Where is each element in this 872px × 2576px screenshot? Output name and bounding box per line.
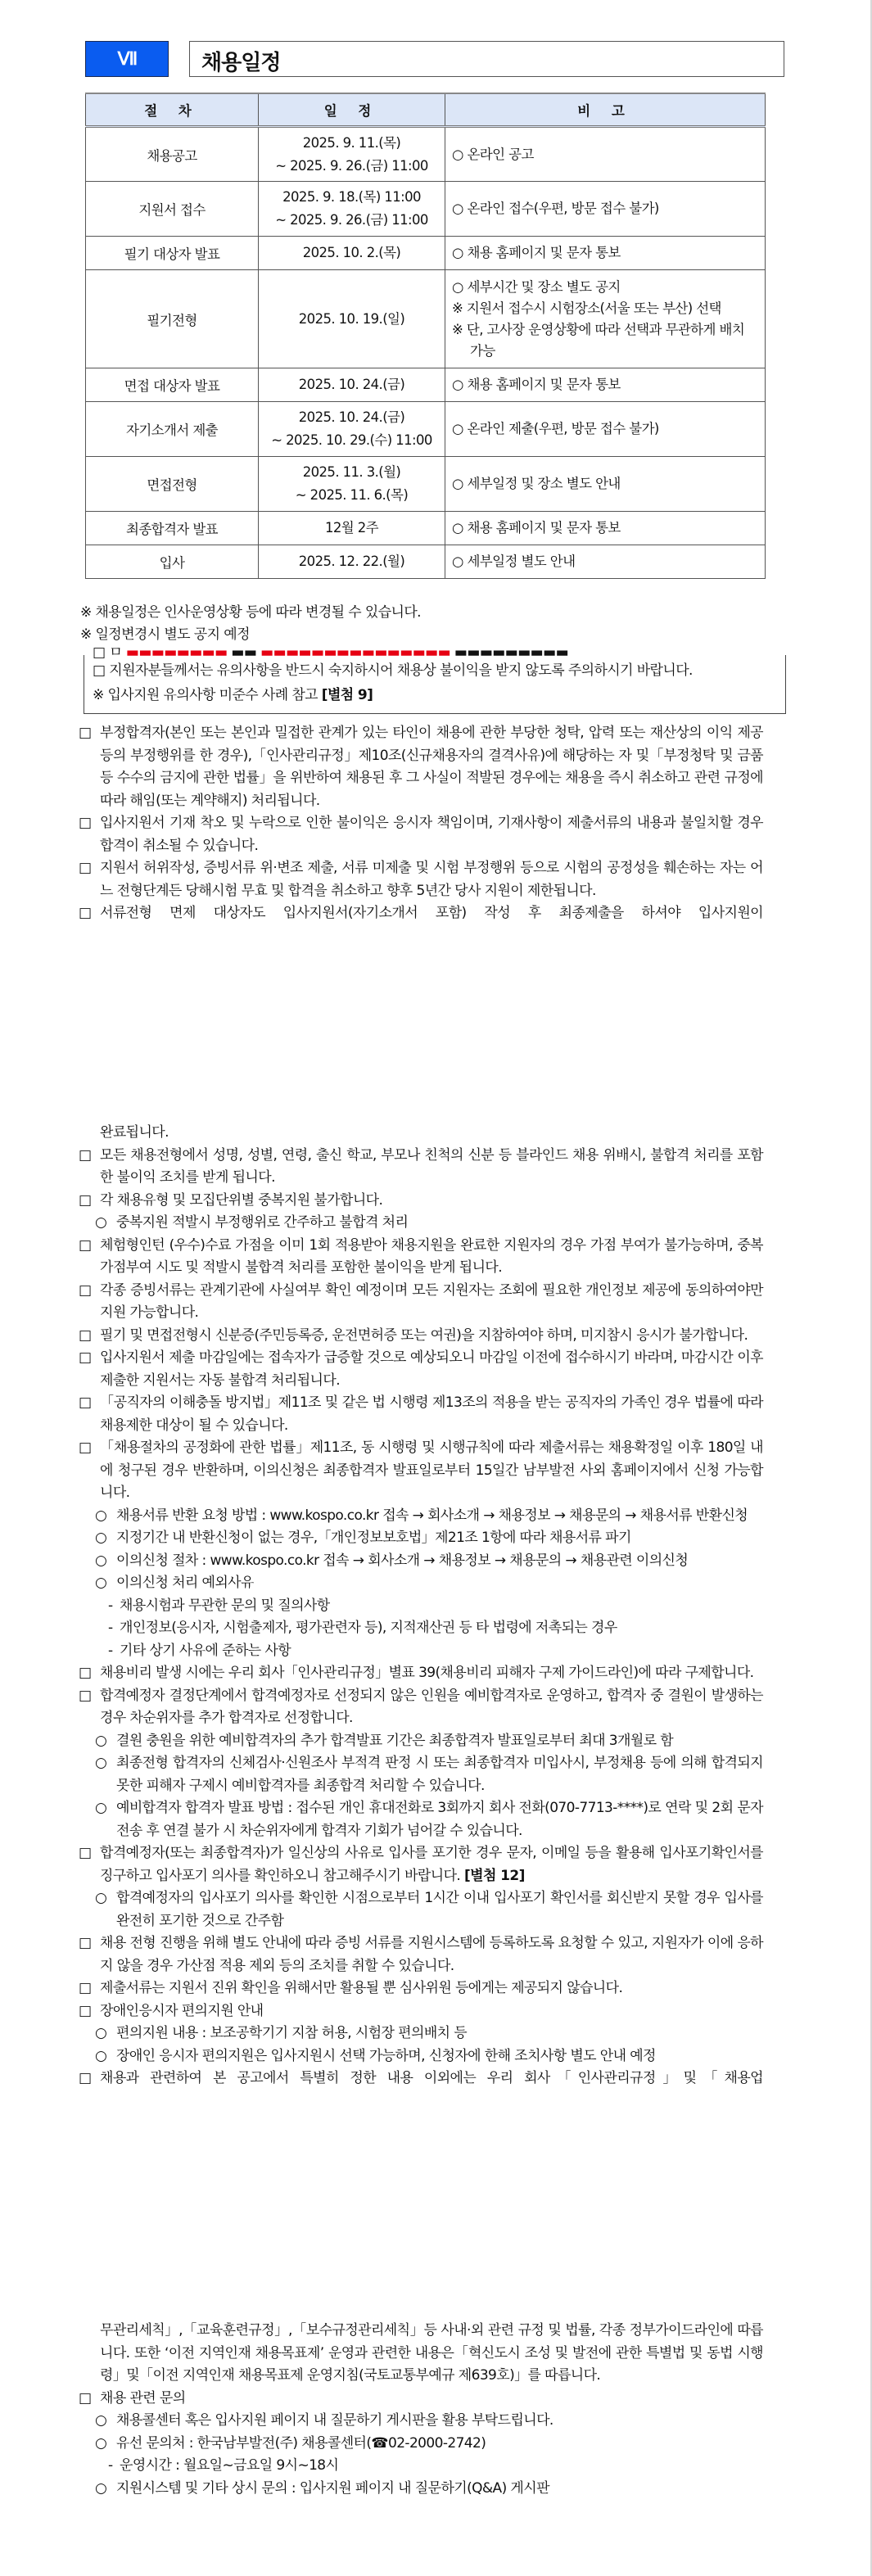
dash-bullet: - [108,1597,113,1614]
circle-bullet: ○ [95,2412,107,2429]
list-item-inquiry [79,2388,763,2411]
sub-item-text: 이의신청 처리 예외사유 [116,1575,254,1591]
section-number-badge: Ⅶ [85,41,169,77]
date-cell [259,127,445,182]
list-item [79,1685,763,1730]
sub-item-text: 지정기간 내 반환신청이 없는 경우,「개인정보보호법」제21조 1항에 따라 채용서류 파기 [116,1530,631,1546]
item-text: 각 채용유형 및 모집단위별 중복지원 불가합니다. [100,1191,383,1209]
item-text: 합격예정자 결정단계에서 합격예정자로 선정되지 않은 인원을 예비합격자로 운영하고, 합격자 중 결원이 발생하는 경우 차순위자를 추가 합격자로 선정합니다. [100,1687,763,1726]
sub-item [79,2433,763,2456]
list-item [79,1235,763,1280]
item-text: 모든 채용전형에서 성명, 성별, 연령, 출신 학교, 부모나 친척의 신분 등 블라인드 채용 위배시, 불합격 처리를 포함한 불이익 조치를 받게 됩니다. [100,1146,763,1186]
notice-caution-line: □ 지원자분들께서는 유의사항을 반드시 숙지하시어 채용상 불이익을 받지 않도록 주의하시기 바랍니다. [93,662,693,679]
table-row [86,368,766,402]
table-row [86,402,766,457]
note-line: ※ 단, 고사장 운영상황에 따라 선택과 무관하게 배치 가능 [452,321,745,359]
date-cell: 2025. 12. 22.(월) [259,545,445,579]
sub-item [79,1887,763,1932]
circle-bullet: ○ [95,2025,107,2041]
sub-item [79,1752,763,1797]
item-text: 「공직자의 이해충돌 방지법」제11조 및 같은 법 시행령 제13조의 적용을 받는 공직자의 가족인 경우 법률에 따라 채용제한 대상이 될 수 있습니다. [100,1394,763,1434]
item-text: 채용 관련 문의 [100,2389,186,2407]
step-cell: 필기전형 [86,270,259,368]
list-item [79,812,763,857]
sub-item [79,1797,763,1842]
sub-item [79,2022,763,2045]
sub-item [79,1527,763,1550]
list-item [79,1145,763,1190]
step-cell: 지원서 접수 [86,182,259,237]
column-header-step: 절 차 [86,93,259,127]
date-line: 2025. 10. 24.(금) [298,409,405,425]
guidelines-part-1 [79,722,763,925]
notes-cell: ○ 온라인 접수(우편, 방문 접수 불가) [445,182,766,237]
box-bullet: □ [79,1281,92,1299]
item-text: 서류전형 면제 대상자도 입사지원서(자기소개서 포함) 작성 후 최종제출을 하셔야 입사지원이 [100,905,763,921]
box-bullet: □ [79,1935,92,1951]
sub-item-text: 예비합격자 합격자 발표 방법 : 접수된 개인 휴대전화로 3회까지 회사 전화(070-7713-****)로 연락 및 2회 문자 전송 후 연결 불가 시 차순위자에게 합격자 기회가 넘어갈 수 있습니다. [116,1800,763,1839]
item-text: 입사지원서 제출 마감일에는 접속자가 급증할 것으로 예상되오니 마감일 이전에 접수하시기 바라며, 마감시간 이후 제출한 지원서는 자동 불합격 처리됩니다. [100,1349,763,1389]
attachment-reference: [별첨 12] [464,1867,525,1884]
dash-item [79,1595,763,1618]
item-text: 입사지원서 기재 착오 및 누락으로 인한 불이익은 응시자 책임이며, 기재사항이 제출서류의 내용과 불일치할 경우 합격이 취소될 수 있습니다. [100,815,763,854]
circle-bullet: ○ [95,1732,107,1749]
dash-bullet: - [108,2457,113,2474]
box-bullet: □ [79,1191,92,1209]
box-bullet: □ [79,905,92,921]
notice-reference-line [93,683,373,703]
sub-item-text: 중복지원 적발시 부정행위로 간주하고 불합격 처리 [116,1214,409,1231]
sub-item-text: 장애인 응시자 편의지원은 입사지원시 선택 가능하며, 신청자에 한해 조치사항 별도 안내 예정 [116,2047,656,2064]
sub-item-text: 지원시스템 및 기타 상시 문의 : 입사지원 페이지 내 질문하기(Q&A) 게시판 [116,2479,549,2497]
item-text: 「채용절차의 공정화에 관한 법률」제11조, 동 시행령 및 시행규칙에 따라 제출서류는 채용확정일 이후 180일 내에 청구된 경우 반환하며, 이의신청은 최종합격자 발표일로부터 15일간 남부발전 사외 홈페이지에서 신청 가능합니다. [100,1439,763,1501]
circle-bullet: ○ [95,2047,107,2064]
sub-item [79,1550,763,1573]
step-cell: 필기 대상자 발표 [86,237,259,270]
item-text: 각종 증빙서류는 관계기관에 사실여부 확인 예정이며 모든 지원자는 조회에 필요한 개인정보 제공에 동의하여야만 지원 가능합니다. [100,1281,763,1321]
item-text: 채용비리 발생 시에는 우리 회사「인사관리규정」별표 39(채용비리 피해자 구제 가이드라인)에 따라 구제합니다. [100,1665,754,1681]
circle-bullet: ○ [95,1800,107,1816]
list-item [79,1437,763,1505]
attachment-reference: [별첨 9] [321,687,373,703]
date-cell [259,402,445,457]
notes-cell: ○ 채용 홈페이지 및 문자 통보 [445,237,766,270]
sub-item [79,1212,763,1235]
circle-bullet: ○ [95,1530,107,1546]
item-text: 지원서 허위작성, 증빙서류 위·변조 제출, 서류 미제출 및 시험 부정행위 등으로 시험의 공정성을 훼손하는 자는 어느 전형단계든 당해시험 무효 및 합격을 취소하고 향후 5년간 당사 지원이 제한됩니다. [100,860,763,899]
schedule-footnotes [80,602,421,646]
item-text: 제출서류는 지원서 진위 확인을 위해서만 활용될 뿐 심사위원 등에게는 제공되지 않습니다. [100,1980,623,1996]
box-bullet: □ [79,1665,92,1681]
step-cell: 입사 [86,545,259,579]
dash-item [79,1640,763,1663]
sub-item-text: 채용서류 반환 요청 방법 : www.kospo.co.kr 접속 → 회사소개 → 채용정보 → 채용문의 → 채용서류 반환신청 [116,1507,748,1524]
section-header [85,41,789,77]
date-line: ~ 2025. 11. 6.(목) [295,487,409,503]
dash-item [79,2455,763,2478]
sub-item [79,2410,763,2433]
guidelines-part-2 [79,1122,763,2090]
box-bullet: □ [79,1687,92,1704]
step-cell: 자기소개서 제출 [86,402,259,457]
box-bullet: □ [79,1394,92,1411]
date-line: 2025. 9. 18.(목) 11:00 [282,189,421,205]
dash-item-text: 운영시간 : 월요일~금요일 9시~18시 [120,2457,339,2474]
date-line: ~ 2025. 10. 29.(수) 11:00 [271,432,432,448]
notes-cell: ○ 온라인 공고 [445,127,766,182]
item-text: 장애인응시자 편의지원 안내 [100,2002,264,2019]
footnote: ※ 일정변경시 별도 공지 예정 [80,626,250,643]
notes-cell: ○ 온라인 제출(우편, 방문 접수 불가) [445,402,766,457]
box-bullet: □ [79,1236,92,1254]
notes-cell: ○ 세부일정 별도 안내 [445,545,766,579]
circle-bullet: ○ [95,2434,107,2452]
notes-cell [445,270,766,368]
date-line: 2025. 11. 3.(월) [302,464,401,480]
table-header-row [86,93,766,127]
sub-item [79,1730,763,1753]
notice-box [84,644,786,714]
sub-item-text: 채용콜센터 혹은 입사지원 페이지 내 질문하기 게시판을 활용 부탁드립니다. [116,2412,553,2429]
notes-cell: ○ 채용 홈페이지 및 문자 통보 [445,512,766,545]
notice-reference-text: ※ 입사지원 유의사항 미준수 사례 참고 [93,687,322,703]
table-row [86,127,766,182]
date-cell [259,457,445,512]
sub-item-text: 이의신청 절차 : www.kospo.co.kr 접속 → 회사소개 → 채용정보 → 채용문의 → 채용관련 이의신청 [116,1552,689,1569]
sub-item-text: 합격예정자의 입사포기 의사를 확인한 시점으로부터 1시간 이내 입사포기 확인서를 회신받지 못할 경우 입사를 완전히 포기한 것으로 간주함 [116,1890,763,1929]
list-item [79,1842,763,1887]
note-line: ※ 지원서 접수시 시험장소(서울 또는 부산) 선택 [452,300,721,316]
item-text: 채용 전형 진행을 위해 별도 안내에 따라 증빙 서류를 지원시스템에 등록하도록 요청할 수 있고, 지원자가 이에 응하지 않을 경우 가산점 적용 제외 등의 조치를 취할 수 있습니다. [100,1935,763,1974]
step-cell: 채용공고 [86,127,259,182]
dash-bullet: - [108,1620,113,1636]
column-header-notes: 비 고 [445,93,766,127]
box-bullet: □ [79,1980,92,1996]
notes-cell: ○ 채용 홈페이지 및 문자 통보 [445,368,766,402]
circle-bullet: ○ [95,1507,107,1524]
box-bullet: □ [79,1439,92,1456]
item-text: 부정합격자(본인 또는 본인과 밀접한 관계가 있는 타인이 채용에 관한 부당한 청탁, 압력 또는 재산상의 이익 제공 등의 부정행위를 한 경우),「인사관리규정」제10조(신규채용자의 결격사유)에 해당하는 자 및「부정청탁 및 금품 등 수수의 금지에 관한 법률」을 위반하여 채용된 후 그 사실이 적발된 경우에는 채용을 즉시 취소하고 관련 규정에 따라 해임(또는 계약해지) 처리됩니다. [100,725,763,809]
section-title: 채용일정 [201,51,281,75]
date-line: 2025. 9. 11.(목) [302,134,401,151]
date-cell [259,182,445,237]
list-item [79,1347,763,1392]
list-item [79,2000,763,2023]
sub-item [79,1505,763,1528]
box-bullet: □ [79,1845,92,1861]
footnote: ※ 채용일정은 인사운영상황 등에 따라 변경될 수 있습니다. [80,604,421,621]
continuation-text: 무관리세칙」,「교육훈련규정」,「보수규정관리세칙」등 사내·외 관련 규정 및 법률, 각종 정부가이드라인에 따릅니다. 또한 ‘이전 지역인재 채용목표제’ 운영과 관련한 내용은「혁신도시 조성 및 발전에 관한 특별법 및 동법 시행령」및「이전 지역인재 채용목표제 운영지침(국토교통부예규 제639호)」를 따릅니다. [100,2322,763,2384]
section-title-box [189,41,784,77]
table-row [86,512,766,545]
sub-item [79,1572,763,1595]
list-item [79,902,763,925]
dash-bullet: - [108,1642,113,1659]
clipped-notice-line: □ ㅁ ▬▬▬▬▬▬▬▬ ▬▬ ▬▬▬▬▬▬▬▬▬▬▬▬▬▬▬ ▬▬▬▬▬▬▬▬▬ [93,644,569,661]
list-item [79,1932,763,1977]
table-row [86,237,766,270]
column-header-date: 일 정 [259,93,445,127]
step-cell: 면접전형 [86,457,259,512]
box-bullet: □ [79,2002,92,2019]
circle-bullet: ○ [95,1214,107,1231]
guidelines-part-3 [79,2320,763,2500]
list-item [79,857,763,902]
sub-item-text: 유선 문의처 : 한국남부발전(주) 채용콜센터(☎02-2000-2742) [116,2434,486,2452]
box-bullet: □ [79,1326,92,1344]
note-line: ○ 세부시간 및 장소 별도 공지 [452,278,621,295]
circle-bullet: ○ [95,1552,107,1569]
step-cell: 면접 대상자 발표 [86,368,259,402]
circle-bullet: ○ [95,1755,107,1771]
list-item [79,1190,763,1213]
date-cell: 2025. 10. 2.(목) [259,237,445,270]
dash-item-text: 채용시험과 무관한 문의 및 질의사항 [120,1597,330,1614]
box-bullet: □ [79,1146,92,1164]
table-row [86,182,766,237]
list-item [79,1977,763,2000]
table-row [86,457,766,512]
continuation-text: 완료됩니다. [100,1124,169,1141]
list-item [79,722,763,812]
sub-item [79,2478,763,2501]
step-cell: 최종합격자 발표 [86,512,259,545]
box-bullet: □ [79,2389,92,2407]
recruitment-schedule-table [85,93,766,579]
table-row [86,545,766,579]
list-item [79,1392,763,1437]
circle-bullet: ○ [95,1890,107,1906]
box-bullet: □ [79,2070,92,2086]
date-line: ~ 2025. 9. 26.(금) 11:00 [275,212,428,228]
box-bullet: □ [79,860,92,876]
list-item [79,1325,763,1348]
date-cell: 2025. 10. 24.(금) [259,368,445,402]
box-bullet: □ [79,725,92,741]
box-bullet: □ [79,1349,92,1366]
notes-cell: ○ 세부일정 및 장소 별도 안내 [445,457,766,512]
dash-item-text: 기타 상기 사유에 준하는 사항 [120,1642,291,1659]
date-line: ~ 2025. 9. 26.(금) 11:00 [275,157,428,174]
item-text: 합격예정자(또는 최종합격자)가 일신상의 사유로 입사를 포기한 경우 문자, 이메일 등을 활용해 입사포기확인서를 징구하고 입사포기 의사를 확인하오니 참고해주시기 바랍니다. [100,1845,763,1884]
sub-item-text: 결원 충원을 위한 예비합격자의 추가 합격발표 기간은 최종합격자 발표일로부터 최대 3개월로 함 [116,1732,674,1749]
item-text: 체험형인턴 (우수)수료 가점을 이미 1회 적용받아 채용지원을 완료한 지원자의 경우 가점 부여가 불가능하며, 중복 가점부여 시도 및 적발시 불합격 처리를 포함한 불이익을 받게 됩니다. [100,1236,763,1276]
circle-bullet: ○ [95,2479,107,2497]
date-cell: 2025. 10. 19.(일) [259,270,445,368]
dash-item-text: 개인정보(응시자, 시험출제자, 평가관련자 등), 지적재산권 등 타 법령에 저촉되는 경우 [120,1620,617,1636]
table-row [86,270,766,368]
item-text: 채용과 관련하여 본 공고에서 특별히 정한 내용 이외에는 우리 회사「인사관리규정」및「채용업 [100,2070,763,2086]
circle-bullet: ○ [95,1575,107,1591]
date-cell: 12월 2주 [259,512,445,545]
item-text: 필기 및 면접전형시 신분증(주민등록증, 운전면허증 또는 여권)을 지참하여야 하며, 미지참시 응시가 불가합니다. [100,1326,748,1344]
box-bullet: □ [79,815,92,831]
sub-item [79,2045,763,2068]
list-item [79,1280,763,1325]
list-item [79,2068,763,2090]
list-item [79,1662,763,1685]
sub-item-text: 최종전형 합격자의 신체검사·신원조사 부적격 판정 시 또는 최종합격자 미입사시, 부정채용 등에 의해 합격되지 못한 피해자 구제시 예비합격자를 최종합격 처리할 수 있습니다. [116,1755,763,1794]
dash-item [79,1617,763,1640]
sub-item-text: 편의지원 내용 : 보조공학기기 지참 허용, 시험장 편의배치 등 [116,2025,468,2041]
